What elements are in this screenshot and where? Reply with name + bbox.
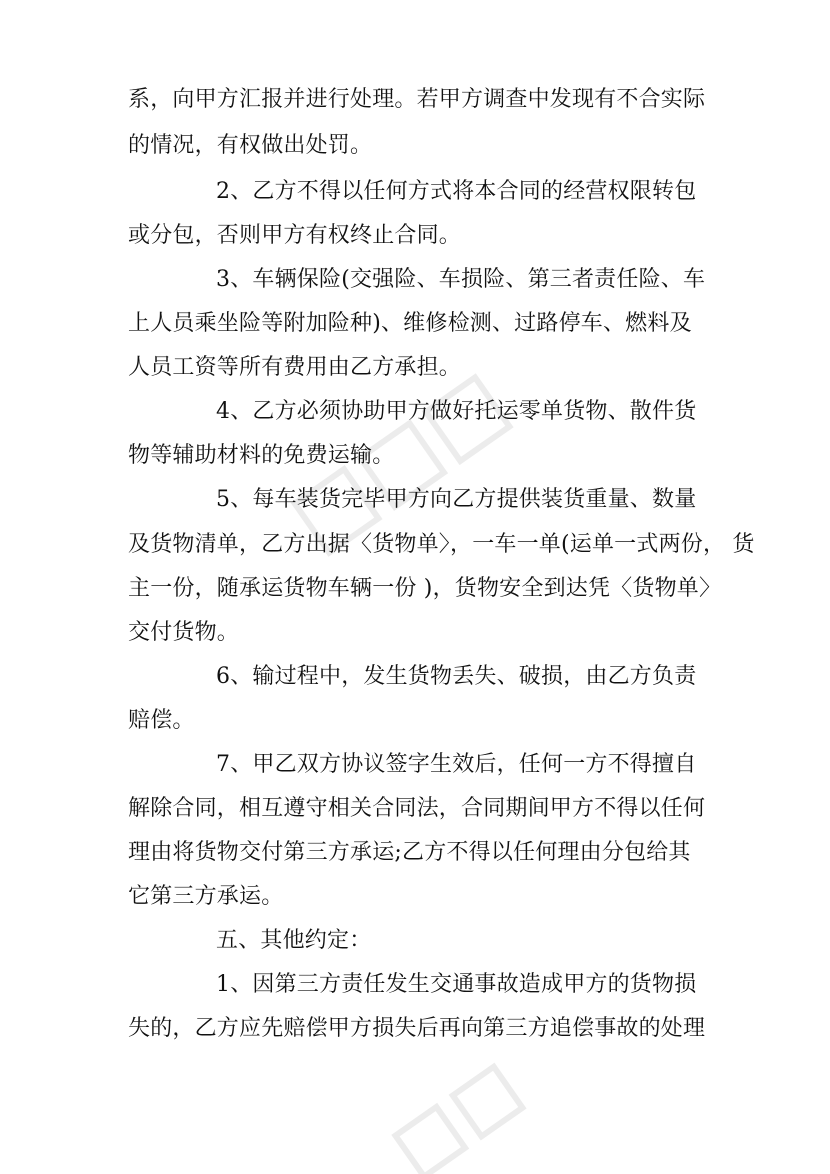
paragraph-line: 人员工资等所有费用由乙方承担。: [128, 355, 462, 380]
clause-1-line: 1、因第三方责任发生交通事故造成甲方的货物损: [216, 972, 697, 997]
paragraph-line: 及货物清单，乙方出据〈货物单〉，一车一单(运单一式两份， 货: [128, 532, 755, 557]
paragraph-line: 物等辅助材料的免费运输。: [128, 443, 395, 468]
paragraph-line: 交付货物。: [128, 620, 240, 645]
clause-5-line: 5、每车装货完毕甲方向乙方提供装货重量、数量: [216, 487, 697, 512]
paragraph-line: 解除合同，相互遵守相关合同法，合同期间甲方不得以任何: [128, 796, 706, 821]
paragraph-line: 系，向甲方汇报并进行处理。若甲方调查中发现有不合实际: [128, 87, 706, 112]
paragraph-line: 它第三方承运。: [128, 884, 284, 909]
section-heading: 五、其他约定：: [216, 928, 372, 953]
clause-2-line: 2、乙方不得以任何方式将本合同的经营权限转包: [216, 179, 697, 204]
paragraph-line: 赔偿。: [128, 708, 195, 733]
clause-7-line: 7、甲乙双方协议签字生效后，任何一方不得擅自: [216, 752, 697, 777]
clause-6-line: 6、输过程中，发生货物丢失、破损，由乙方负责: [216, 664, 697, 689]
paragraph-line: 的情况，有权做出处罚。: [128, 133, 373, 158]
paragraph-line: 上人员乘坐险等附加险种)、维修检测、过路停车、燃料及: [128, 311, 692, 336]
paragraph-line: 主一份，随承运货物车辆一份 )，货物安全到达凭〈货物单〉: [128, 576, 722, 601]
clause-4-line: 4、乙方必须协助甲方做好托运零单货物、散件货: [216, 399, 697, 424]
paragraph-line: 理由将货物交付第三方承运;乙方不得以任何理由分包给其: [128, 840, 691, 865]
paragraph-line: 或分包，否则甲方有权终止合同。: [128, 223, 462, 248]
clause-3-line: 3、车辆保险(交强险、车损险、第三者责任险、车: [216, 267, 706, 292]
paragraph-line: 失的，乙方应先赔偿甲方损失后再向第三方追偿事故的处理: [128, 1016, 706, 1041]
